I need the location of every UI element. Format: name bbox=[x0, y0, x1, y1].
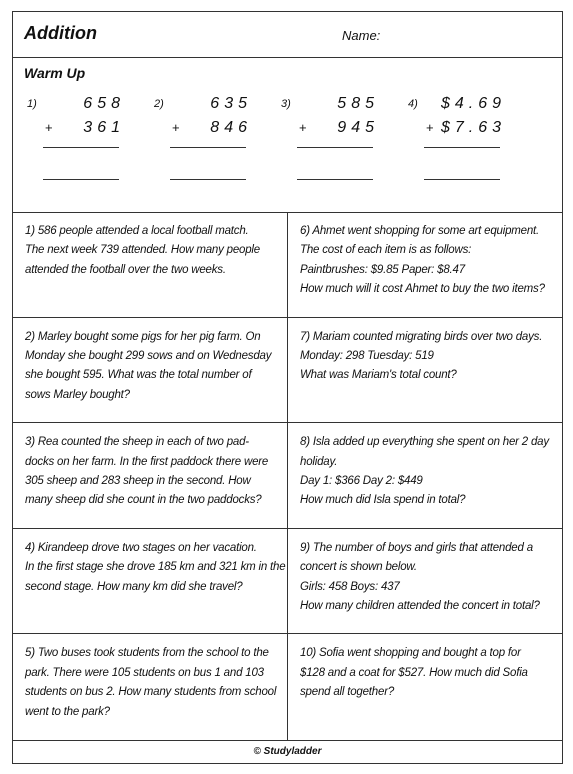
problem-text-line: 3) Rea counted the sheep in each of two pad- bbox=[25, 436, 249, 449]
problem-text-line: $128 and a coat for $527. How much did Sofia bbox=[300, 666, 528, 679]
word-problem-2 bbox=[13, 318, 288, 424]
problem-text-line: went to the park? bbox=[25, 705, 110, 718]
word-problem-6 bbox=[288, 212, 562, 318]
problem-text-line: How many children attended the concert in total? bbox=[300, 600, 540, 612]
problem-number: 2) bbox=[154, 98, 164, 110]
problem-text-line: 6) Ahmet went shopping for some art equipment. bbox=[300, 225, 540, 237]
word-problem-9 bbox=[288, 529, 562, 635]
problem-text-line: 305 sheep and 283 sheep in the second. How bbox=[25, 475, 251, 487]
plus-sign: + bbox=[172, 120, 180, 135]
word-problem-7 bbox=[288, 318, 562, 424]
name-label: Name: bbox=[342, 28, 381, 43]
problem-text-line: park. There were 105 students on bus 1 and 103 bbox=[25, 666, 264, 679]
problem-text-line: many sheep did she count in the two paddocks? bbox=[25, 494, 262, 507]
problem-text-line: docks on her farm. In the first paddock there were bbox=[25, 455, 269, 468]
problem-text-line: 1) 586 people attended a local football match. bbox=[25, 225, 249, 237]
problem-text-line: The next week 739 attended. How many people bbox=[25, 244, 260, 257]
problem-text-line: The cost of each item is as follows: bbox=[300, 244, 472, 257]
warm-up-section bbox=[13, 57, 562, 213]
sum-line bbox=[170, 147, 246, 148]
word-problem-4 bbox=[13, 529, 288, 635]
problem-text-line: Girls: 458 Boys: 437 bbox=[300, 580, 400, 593]
word-problem-8 bbox=[288, 423, 562, 529]
word-problem-1 bbox=[13, 212, 288, 318]
plus-sign: + bbox=[45, 120, 53, 135]
answer-line bbox=[424, 179, 500, 180]
warm-up-problem bbox=[154, 95, 264, 195]
problem-number: 4) bbox=[408, 98, 418, 110]
problem-text-line: sows Marley bought? bbox=[25, 388, 130, 401]
problem-bottom-number: 846 bbox=[210, 119, 252, 136]
warm-up-problem bbox=[27, 95, 137, 195]
problem-text-line: 9) The number of boys and girls that attended a bbox=[300, 541, 533, 554]
problem-text-line: 7) Mariam counted migrating birds over two days. bbox=[300, 330, 543, 343]
problem-number: 1) bbox=[27, 98, 37, 110]
problem-text-line: How much will it cost Ahmet to buy the two items? bbox=[300, 283, 545, 296]
problem-text-line: attended the football over the two weeks. bbox=[25, 263, 226, 276]
worksheet-title: Addition bbox=[24, 23, 97, 43]
word-problem-3 bbox=[13, 423, 288, 529]
sum-line bbox=[43, 147, 119, 148]
problem-bottom-number: 361 bbox=[83, 119, 125, 136]
warm-up-title: Warm Up bbox=[24, 65, 86, 81]
problem-text-line: second stage. How many km did she travel? bbox=[25, 580, 243, 593]
word-problem-5 bbox=[13, 634, 288, 740]
problem-text-line: Paintbrushes: $9.85 Paper: $8.47 bbox=[300, 263, 465, 276]
warm-up-problem bbox=[281, 95, 391, 195]
problem-text-line: students on bus 2. How many students from school bbox=[25, 686, 277, 699]
problem-text-line: 5) Two buses took students from the school to the bbox=[25, 647, 269, 660]
problem-bottom-number: 945 bbox=[337, 119, 379, 136]
problem-top-number: $4.69 bbox=[440, 95, 506, 112]
problem-text-line: 8) Isla added up everything she spent on her 2 day bbox=[300, 436, 549, 449]
problem-top-number: 635 bbox=[210, 95, 252, 112]
problem-text-line: 2) Marley bought some pigs for her pig farm. On bbox=[25, 330, 261, 343]
problem-top-number: 585 bbox=[337, 95, 379, 112]
sum-line bbox=[424, 147, 500, 148]
problem-text-line: 4) Kirandeep drove two stages on her vacation. bbox=[25, 541, 257, 554]
problem-number: 3) bbox=[281, 98, 291, 110]
answer-line bbox=[297, 179, 373, 180]
problem-text-line: concert is shown below. bbox=[300, 561, 417, 574]
plus-sign: + bbox=[426, 120, 434, 135]
copyright-footer: © Studyladder bbox=[13, 740, 562, 764]
problem-text-line: she bought 595. What was the total number of bbox=[25, 369, 252, 382]
problem-text-line: Day 1: $366 Day 2: $449 bbox=[300, 475, 423, 487]
answer-line bbox=[43, 179, 119, 180]
problem-top-number: 658 bbox=[83, 95, 125, 112]
sum-line bbox=[297, 147, 373, 148]
problem-text-line: What was Mariam's total count? bbox=[300, 369, 457, 382]
worksheet bbox=[12, 11, 563, 764]
problem-text-line: How much did Isla spend in total? bbox=[300, 494, 466, 507]
warm-up-problem bbox=[408, 95, 518, 195]
plus-sign: + bbox=[299, 120, 307, 135]
problem-bottom-number: $7.63 bbox=[440, 119, 506, 136]
word-problems-grid bbox=[13, 212, 562, 740]
answer-line bbox=[170, 179, 246, 180]
problem-text-line: In the first stage she drove 185 km and 321 km in the bbox=[25, 561, 286, 574]
problem-text-line: holiday. bbox=[300, 455, 338, 468]
word-problem-10 bbox=[288, 634, 562, 740]
problem-text-line: Monday: 298 Tuesday: 519 bbox=[300, 350, 434, 362]
problem-text-line: spend all together? bbox=[300, 686, 395, 699]
problem-text-line: 10) Sofia went shopping and bought a top for bbox=[300, 647, 521, 660]
worksheet-header bbox=[13, 12, 562, 58]
problem-text-line: Monday she bought 299 sows and on Wednesday bbox=[25, 350, 272, 362]
